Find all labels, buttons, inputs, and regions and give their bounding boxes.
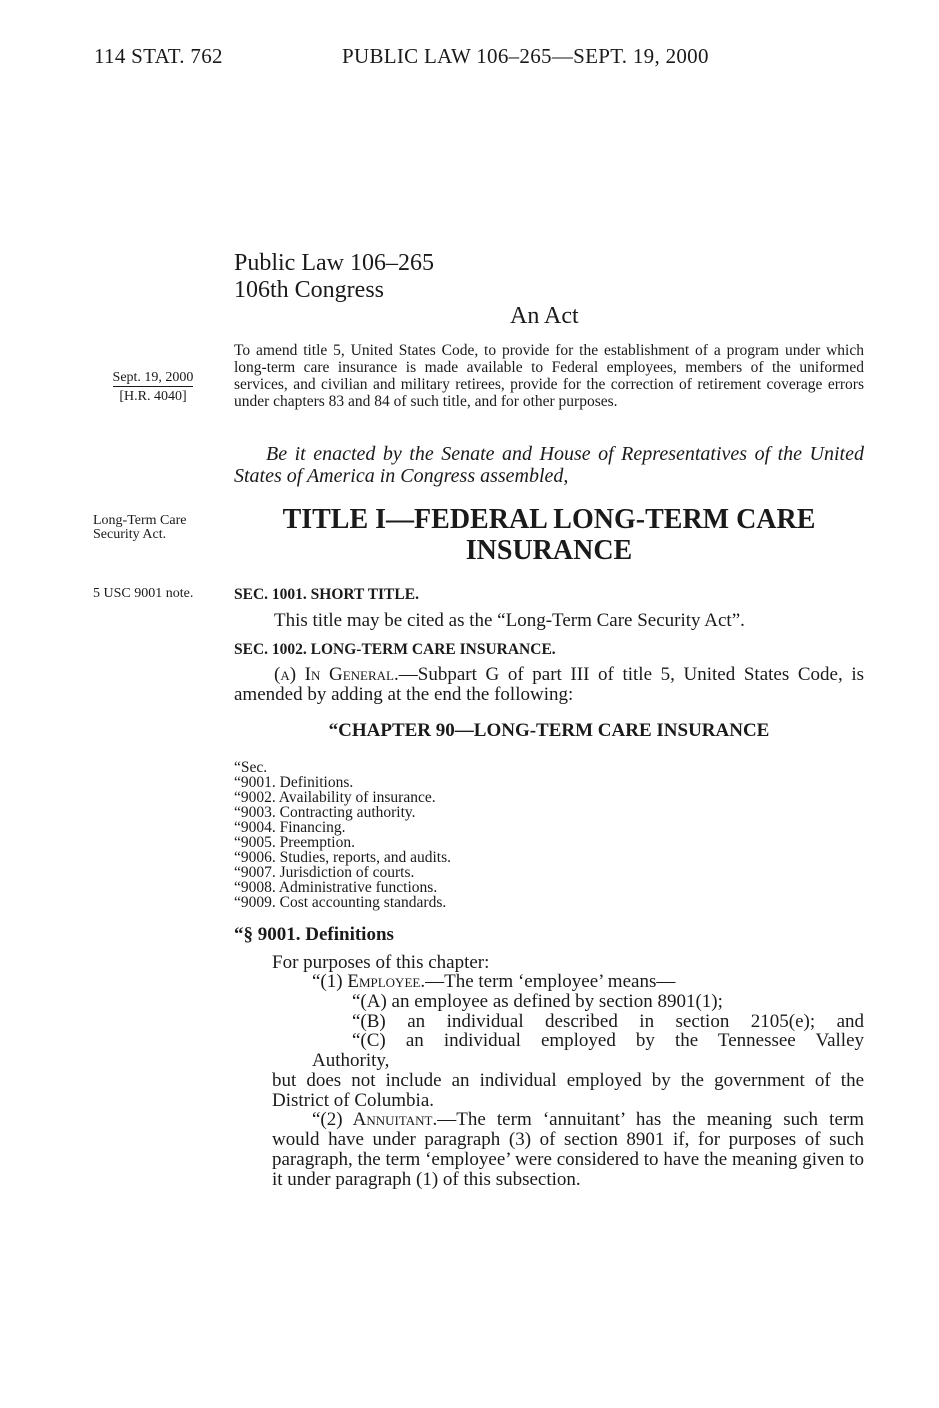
definition-1-c-line2: Authority, [312, 1050, 390, 1071]
toc-item: “9009. Cost accounting standards. [234, 894, 447, 911]
margin-short-title-2: Security Act. [93, 527, 167, 542]
chapter-toc [234, 760, 451, 910]
act-label: An Act [510, 303, 579, 329]
definition-1-b: “(B) an individual described in section 2105(e); and [352, 1011, 864, 1032]
definition-2-text: —The term ‘annuitant’ has the meaning such term would have under paragraph (3) of section 8901 if, for purposes of such paragraph, the term ‘employee’ were considered to have the meaning given to it under paragraph (1) of this subsection. [272, 1109, 864, 1190]
toc-item: “9006. Studies, reports, and audits. [234, 849, 451, 866]
law-number: Public Law 106–265 [234, 250, 434, 276]
purpose-paragraph: To amend title 5, United States Code, to provide for the establishment of a program under which long-term care insurance is made available to Federal employees, members of the uniformed services, and civilian and military retirees, provide for the correction of retirement coverage errors under chapters 83 and 84 of such title, and for other purposes. [234, 342, 864, 410]
definition-1-text: —The term ‘employee’ means— [425, 971, 676, 992]
sec-1002-a-text: —Subpart G of part III of title 5, United States Code, is amended by adding at the end the following: [234, 664, 864, 705]
enacting-clause: Be it enacted by the Senate and House of Representatives of the United States of America in Congress assembled, [234, 443, 864, 487]
definitions-heading: “§ 9001. Definitions [234, 924, 394, 945]
definition-1 [312, 972, 675, 992]
definition-1-exclusion: but does not include an individual employed by the government of the District of Columbia. [272, 1070, 864, 1111]
sec-1002-a-label: (a) In General. [274, 664, 399, 685]
definitions-intro: For purposes of this chapter: [272, 952, 490, 973]
toc-item: “9004. Financing. [234, 819, 346, 836]
margin-date [88, 370, 218, 385]
page-stat: 114 STAT. 762 [94, 44, 223, 68]
margin-date-text: Sept. 19, 2000 [112, 370, 194, 385]
toc-item: “9001. Definitions. [234, 774, 354, 791]
margin-bill: [H.R. 4040] [119, 389, 187, 404]
margin-short-title-1: Long-Term Care [93, 513, 187, 528]
running-head: PUBLIC LAW 106–265—SEPT. 19, 2000 [342, 44, 709, 68]
title-heading-line1: TITLE I—FEDERAL LONG-TERM CARE [282, 504, 816, 535]
congress: 106th Congress [234, 277, 384, 303]
chapter-heading: “CHAPTER 90—LONG-TERM CARE INSURANCE [328, 720, 770, 741]
margin-usc-note: 5 USC 9001 note. [93, 586, 194, 601]
toc-item: “9003. Contracting authority. [234, 804, 416, 821]
toc-item: “9002. Availability of insurance. [234, 789, 436, 806]
toc-item: “9005. Preemption. [234, 834, 355, 851]
title-heading [234, 504, 864, 566]
sec-1002-a [234, 665, 864, 705]
definition-1-a: “(A) an employee as defined by section 8901(1); [352, 991, 723, 1012]
definition-2 [272, 1110, 864, 1190]
title-heading-line2: INSURANCE [465, 535, 633, 566]
toc-item: “Sec. [234, 759, 268, 776]
sec-1001-heading: SEC. 1001. SHORT TITLE. [234, 586, 419, 603]
definition-1-c-line1: “(C) an individual employed by the Tennessee Valley [352, 1030, 864, 1051]
sec-1002-heading: SEC. 1002. LONG-TERM CARE INSURANCE. [234, 641, 556, 658]
toc-item: “9007. Jurisdiction of courts. [234, 864, 415, 881]
definition-1-label: “(1) Employee. [312, 971, 426, 992]
toc-item: “9008. Administrative functions. [234, 879, 438, 896]
sec-1001-text: This title may be cited as the “Long-Term Care Security Act”. [274, 610, 745, 631]
definition-2-label: “(2) Annuitant. [312, 1109, 438, 1130]
